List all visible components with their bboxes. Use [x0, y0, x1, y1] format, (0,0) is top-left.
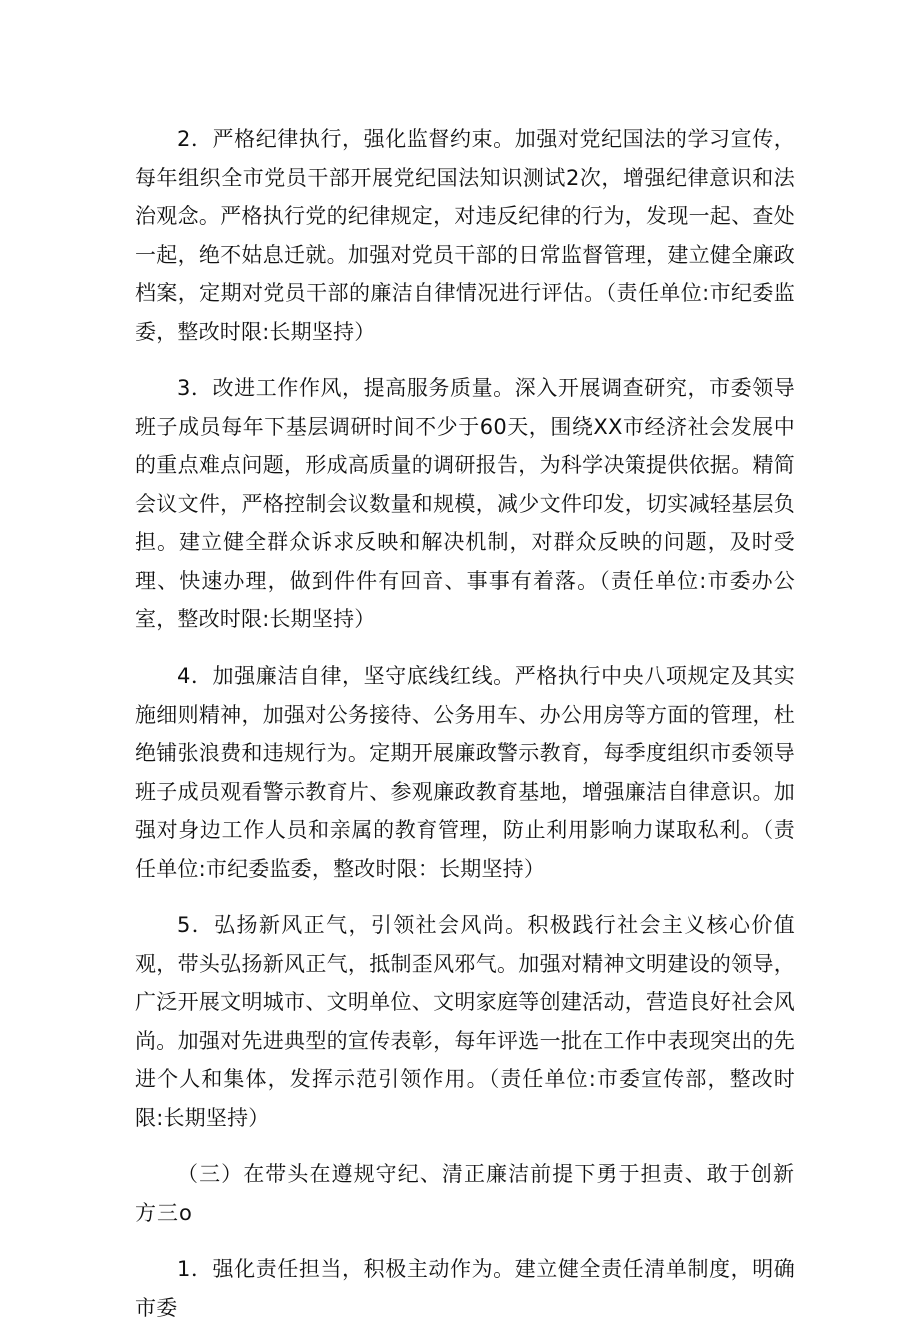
- paragraph-item-4: 4．加强廉洁自律，坚守底线红线。严格执行中央八项规定及其实施细则精神，加强对公务接待、公务用车、办公用房等方面的管理，杜绝铺张浪费和违规行为。定期开展廉政警示教育，每季度组织市委领导班子成员观看警示教育片、参观廉政教育基地，增强廉洁自律意识。加强对身边工作人员和亲属的教育管理，防止利用影响力谋取私利。（责任单位:市纪委监委，整改时限：长期坚持）: [135, 664, 795, 881]
- section-heading-3: （三）在带头在遵规守纪、清正廉洁前提下勇于担责、敢于创新方三o: [135, 1162, 795, 1225]
- paragraph-item-5: 5．弘扬新风正气，引领社会风尚。积极践行社会主义核心价值观，带头弘扬新风正气，抵制歪风邪气。加强对精神文明建设的领导，广泛开展文明城市、文明单位、文明家庭等创建活动，营造良好社会风尚。加强对先进典型的宣传表彰，每年评选一批在工作中表现突出的先进个人和集体，发挥示范引领作用。（责任单位:市委宣传部，整改时限:长期坚持）: [135, 913, 795, 1130]
- paragraph-item-3: 3．改进工作作风，提高服务质量。深入开展调查研究，市委领导班子成员每年下基层调研时间不少于60天，围绕XX市经济社会发展中的重点难点问题，形成高质量的调研报告，为科学决策提供依据。精简会议文件，严格控制会议数量和规模，减少文件印发，切实减轻基层负担。建立健全群众诉求反映和解决机制，对群众反映的问题，及时受理、快速办理，做到件件有回音、事事有着落。（责任单位:市委办公室，整改时限:长期坚持）: [135, 376, 795, 631]
- paragraph-item-1: 1．强化责任担当，积极主动作为。建立健全责任清单制度，明确市委: [135, 1257, 795, 1320]
- paragraph-item-2: 2．严格纪律执行，强化监督约束。加强对党纪国法的学习宣传，每年组织全市党员干部开展党纪国法知识测试2次，增强纪律意识和法治观念。严格执行党的纪律规定，对违反纪律的行为，发现一起、查处一起，绝不姑息迁就。加强对党员干部的日常监督管理，建立健全廉政档案，定期对党员干部的廉洁自律情况进行评估。（责任单位:市纪委监委，整改时限:长期坚持）: [135, 127, 795, 344]
